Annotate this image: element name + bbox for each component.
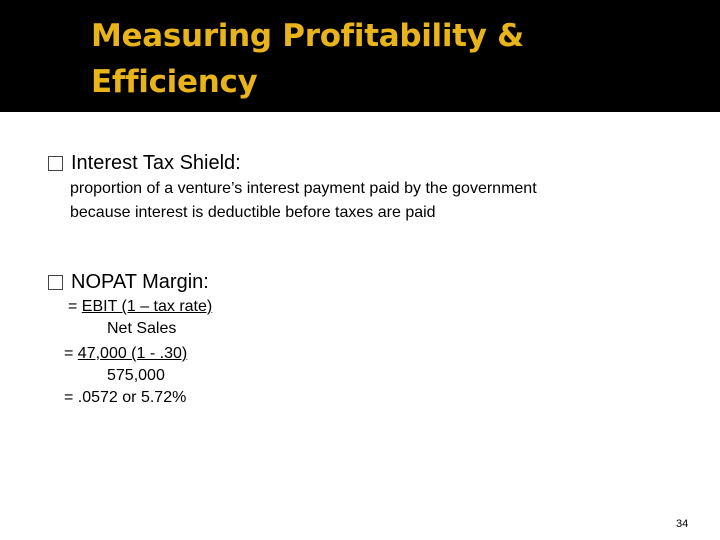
formula-denominator: 575,000	[107, 367, 165, 384]
formula-numerator: EBIT (1 – tax rate)	[81, 298, 213, 315]
bullet-label: Interest Tax Shield:	[71, 152, 241, 174]
formula-equals: =	[68, 298, 82, 315]
checkbox-bullet-icon	[48, 156, 63, 171]
formula-denominator: Net Sales	[107, 320, 177, 337]
formula-equals: =	[64, 345, 78, 362]
title-line-2: Efficiency	[91, 64, 258, 100]
bullet-label: NOPAT Margin:	[71, 271, 209, 293]
formula-numerator: 47,000 (1 - .30)	[77, 345, 188, 362]
bullet-description	[70, 177, 537, 225]
bullet-nopat-margin	[48, 270, 209, 294]
page-number: 34	[676, 518, 689, 530]
formula-result: = .0572 or 5.72%	[64, 389, 187, 406]
title-band	[0, 0, 720, 112]
slide-title	[91, 13, 691, 105]
title-line-1: Measuring Profitability &	[91, 18, 524, 54]
description-line-1: proportion of a venture’s interest payment paid by the government	[70, 180, 537, 197]
description-line-2: because interest is deductible before taxes are paid	[70, 204, 436, 221]
formula-line-2	[64, 344, 187, 364]
formula-line-1	[68, 297, 212, 317]
checkbox-bullet-icon	[48, 275, 63, 290]
bullet-interest-tax-shield	[48, 151, 241, 175]
